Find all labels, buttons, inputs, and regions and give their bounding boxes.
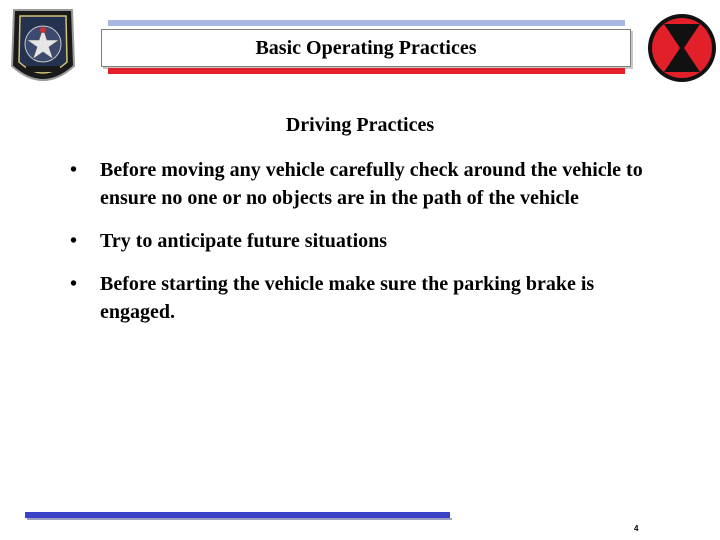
hourglass-emblem-icon <box>646 12 718 84</box>
shield-emblem-icon <box>8 6 78 92</box>
bullet-marker: • <box>70 273 78 295</box>
slide-title: Basic Operating Practices <box>255 36 477 59</box>
bullet-item <box>70 270 670 326</box>
bullet-item <box>70 156 670 212</box>
title-underline-bar <box>108 68 625 74</box>
bullet-text: Try to anticipate future situations <box>100 230 388 252</box>
bullet-list <box>70 156 670 341</box>
top-decorative-bar <box>108 20 625 26</box>
bullet-marker: • <box>70 230 78 252</box>
bullet-text: Before moving any vehicle carefully check around the vehicle to ensure no one or no objects are in the path of the vehicle <box>100 159 643 209</box>
title-box <box>101 29 631 67</box>
bottom-bar-shadow <box>27 518 452 520</box>
bullet-item <box>70 227 670 255</box>
bottom-decorative-bar <box>25 512 450 518</box>
bullet-marker: • <box>70 159 78 181</box>
bullet-text: Before starting the vehicle make sure the parking brake is engaged. <box>100 273 595 323</box>
page-number: 4 <box>634 524 639 533</box>
section-subtitle: Driving Practices <box>285 114 435 136</box>
